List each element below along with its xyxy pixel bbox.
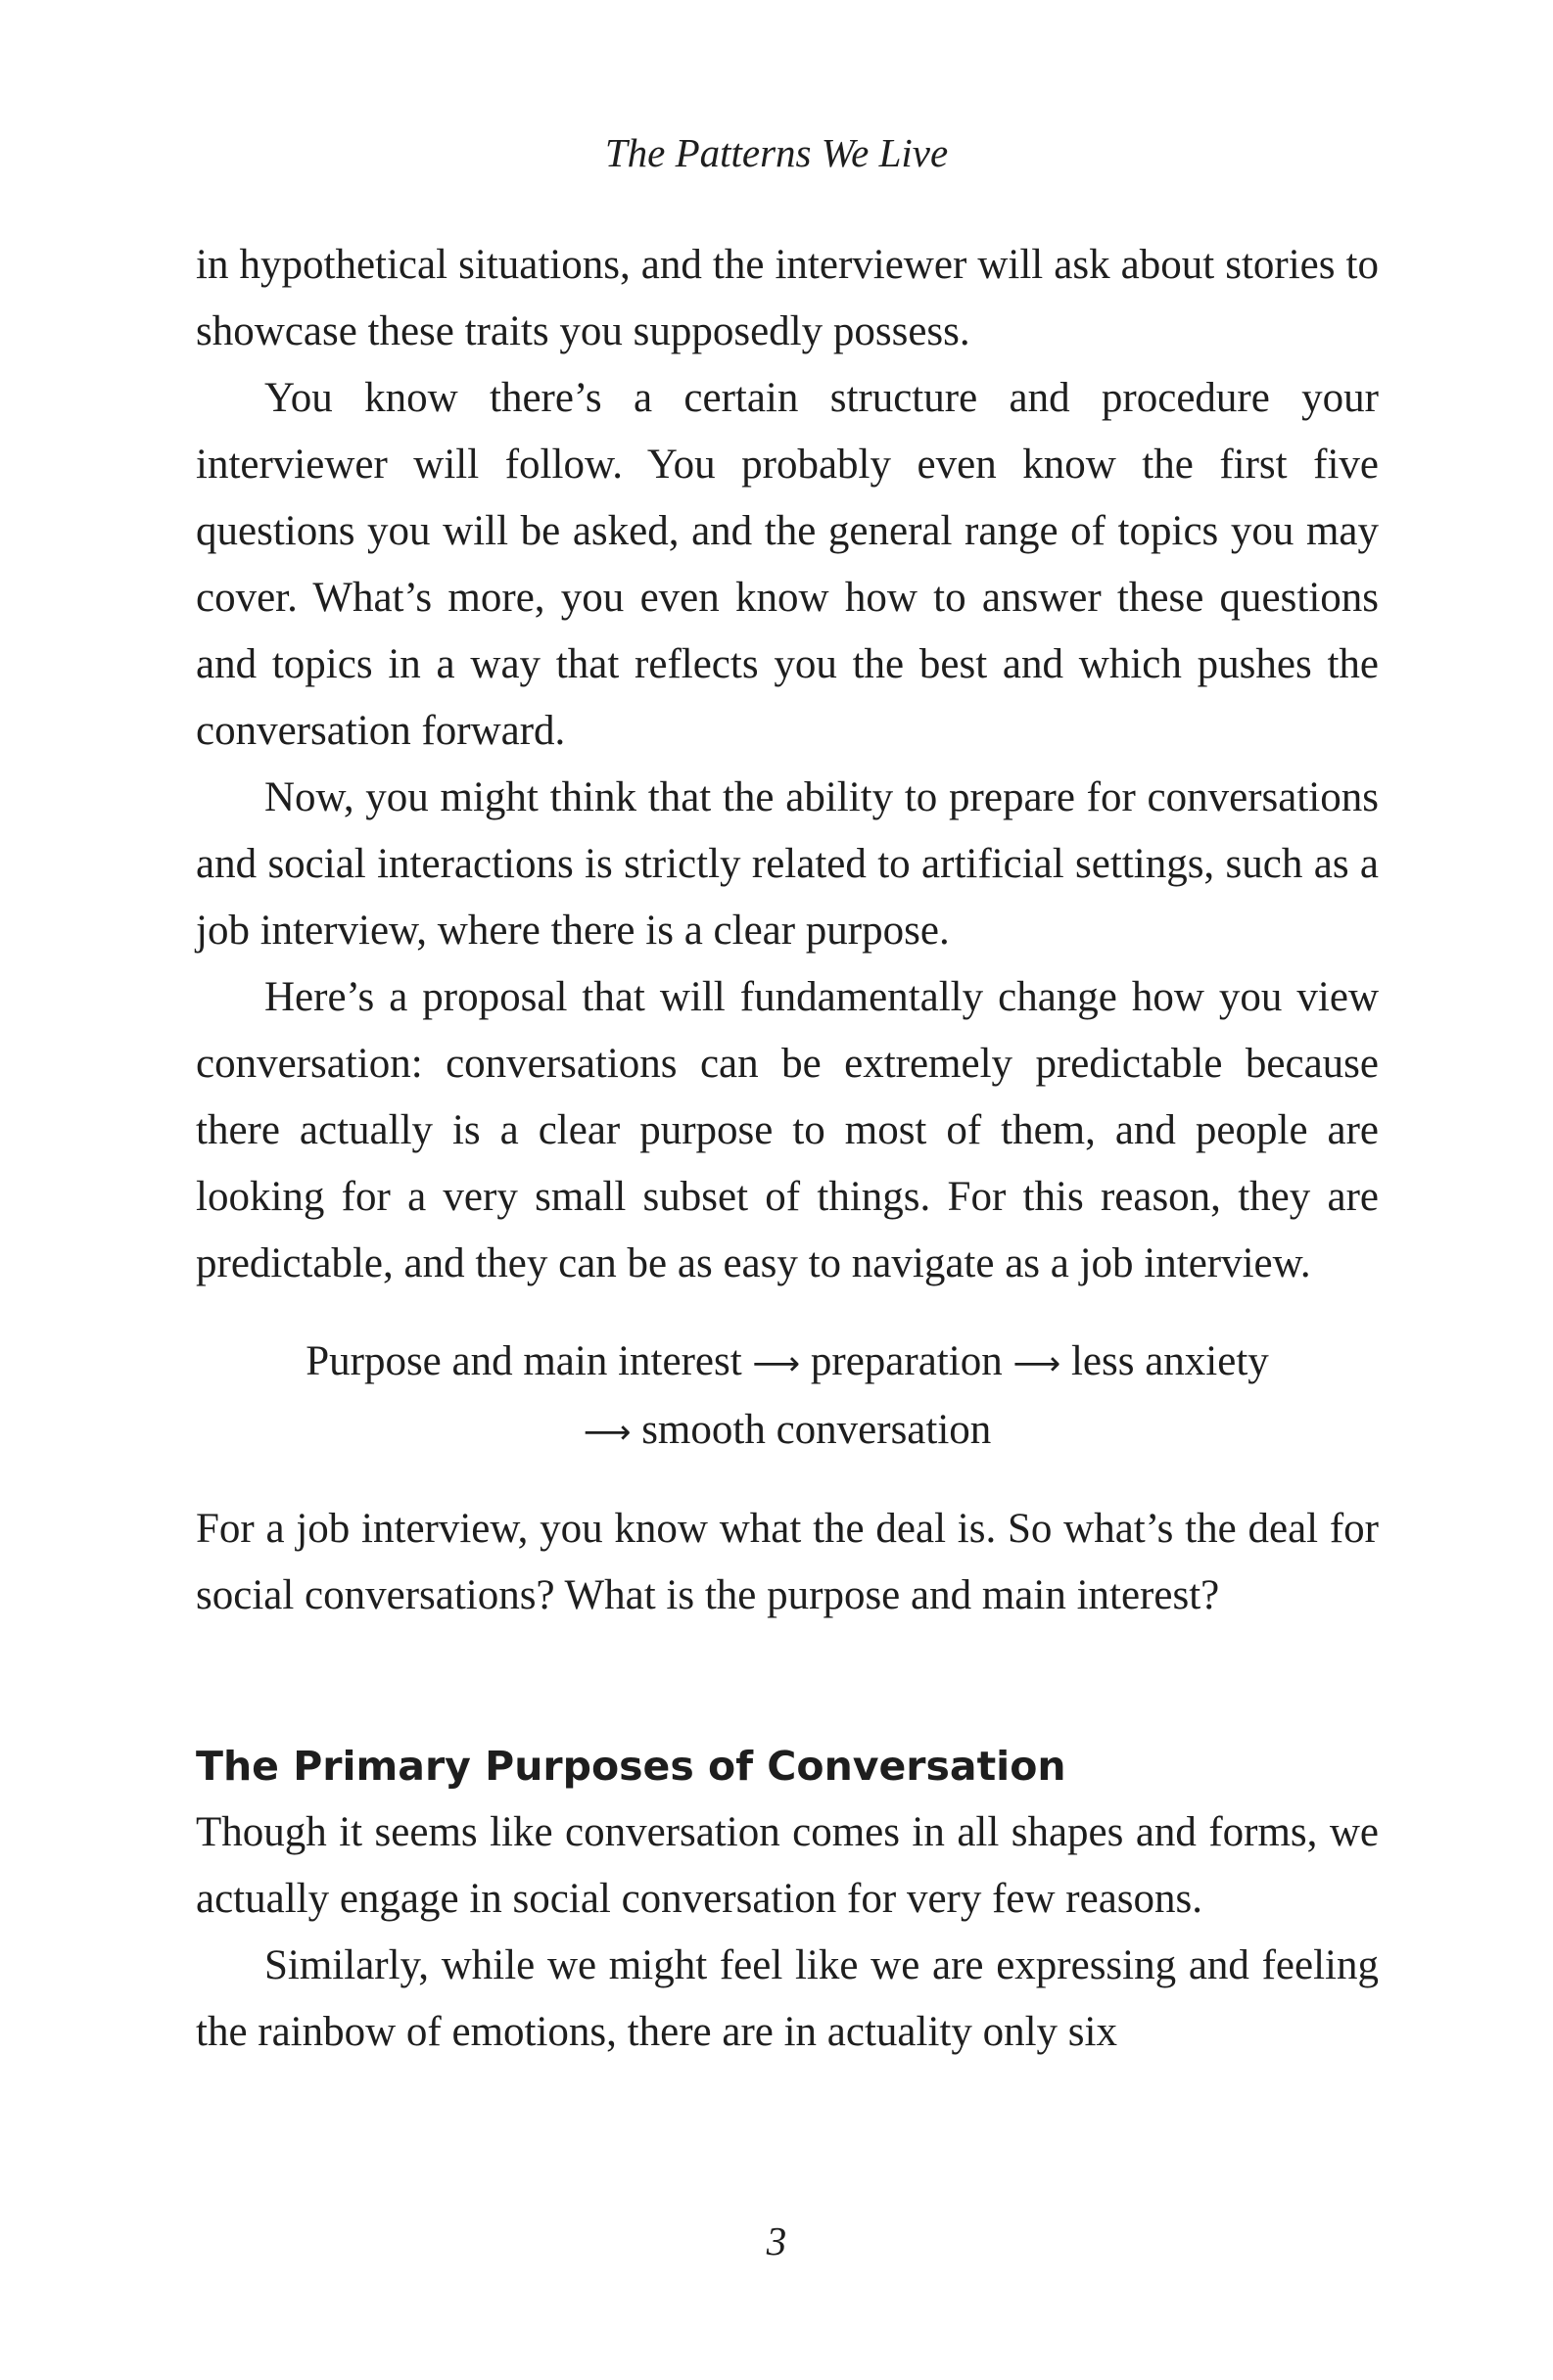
arrow-right-icon: ⟶ [1012, 1344, 1061, 1383]
formula-line-2 [196, 1397, 1379, 1466]
section-heading: The Primary Purposes of Conversation [196, 1743, 1066, 1790]
formula-step-smooth: smooth conversation [641, 1407, 992, 1453]
arrow-right-icon: ⟶ [583, 1413, 632, 1452]
paragraph-interview-structure: You know there’s a certain structure and procedure your interviewer will follow. You probably even know the first five questions you will be asked, and the general range of topics you may cover. What’s more, you even know how to answer these questions and topics in a way that reflects you the best and which pushes the conversation forward. [196, 375, 1379, 754]
formula-step-anxiety: less anxiety [1070, 1338, 1269, 1384]
paragraph-emotions: Similarly, while we might feel like we are expressing and feeling the rainbow of emotions, there are in actuality only six [196, 1942, 1379, 2055]
formula-step-purpose: Purpose and main interest [306, 1338, 742, 1384]
paragraph-continuation: in hypothetical situations, and the interviewer will ask about stories to showcase these traits you supposedly possess. [196, 242, 1379, 354]
paragraph-preparation: Now, you might think that the ability to prepare for conversations and social interactions is strictly related to artificial settings, such as a job interview, where there is a clear purpose. [196, 774, 1379, 954]
running-header: The Patterns We Live [604, 130, 949, 175]
paragraph-proposal: Here’s a proposal that will fundamentally change how you view conversation: conversations can be extremely predictable because there actually is a clear purpose to most of them, and people are looking for a very small subset of things. For this reason, they are predictable, and they can be as easy to navigate as a job interview. [196, 974, 1379, 1286]
page-number: 3 [766, 2218, 787, 2263]
paragraph-few-reasons: Though it seems like conversation comes in all shapes and forms, we actually engage in social conversation for very few reasons. [196, 1809, 1379, 1922]
formula-step-preparation: preparation [810, 1338, 1003, 1384]
formula-block [196, 1329, 1379, 1466]
body-text [196, 232, 1379, 2066]
paragraph-social-deal: For a job interview, you know what the deal is. So what’s the deal for social conversations? What is the purpose and main interest? [196, 1506, 1379, 1618]
arrow-right-icon: ⟶ [752, 1344, 801, 1383]
formula-line-1 [196, 1329, 1379, 1397]
